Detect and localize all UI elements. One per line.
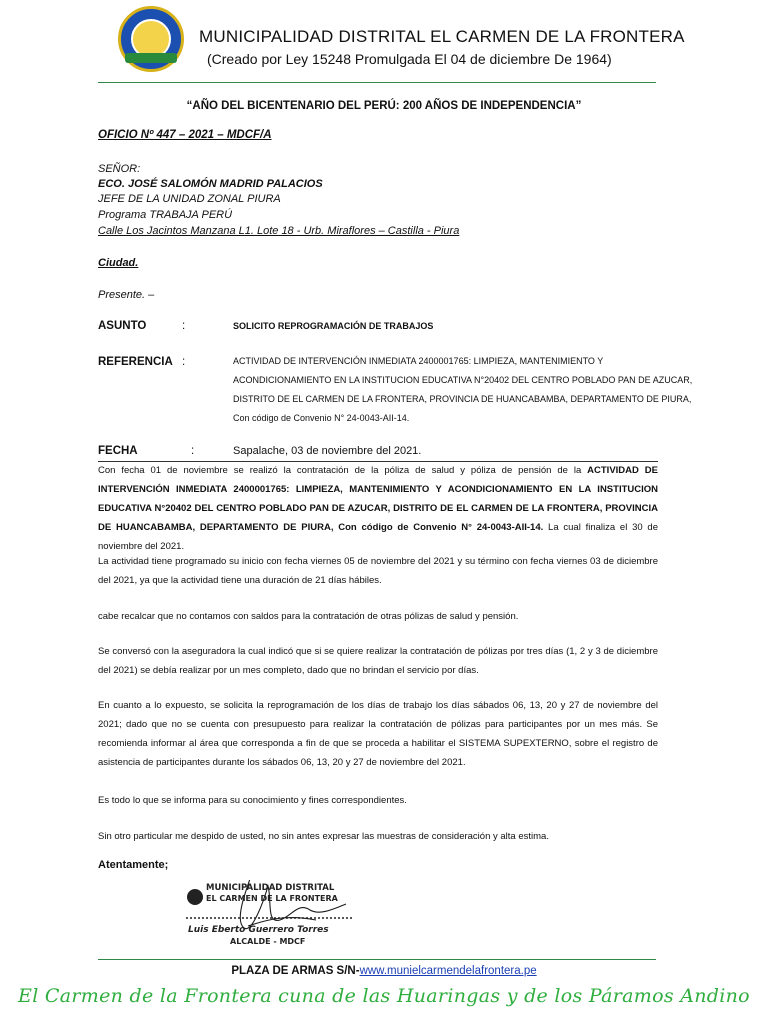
addressee-city: Ciudad. — [98, 257, 139, 269]
stamp-line-1: MUNICIPALIDAD DISTRITAL — [206, 883, 335, 893]
fecha-value: Sapalache, 03 de noviembre del 2021. — [233, 445, 422, 457]
addressee-position: JEFE DE LA UNIDAD ZONAL PIURA — [98, 193, 281, 205]
addressee-program: Programa TRABAJA PERÚ — [98, 209, 233, 221]
asunto-colon: : — [182, 320, 186, 332]
oficio-number: OFICIO Nº 447 – 2021 – MDCF/A — [98, 129, 272, 141]
footer-website-link[interactable]: www.munielcarmendelafrontera.pe — [359, 965, 537, 977]
header-title: MUNICIPALIDAD DISTRITAL EL CARMEN DE LA FRONTERA — [199, 27, 685, 46]
stamp-role: ALCALDE - MDCF — [230, 937, 306, 946]
closing: Atentamente; — [98, 859, 169, 871]
footer-address: PLAZA DE ARMAS S/N- — [231, 965, 360, 977]
signature-stamp — [186, 880, 354, 950]
referencia-colon: : — [182, 356, 186, 368]
p1-lead: Con fecha 01 de noviembre se realizó la contratación de la póliza de salud y póliza de pensión de la — [98, 465, 588, 476]
referencia-line: Con código de Convenio N° 24-0043-AII-14. — [233, 413, 410, 423]
body-paragraph-1 — [98, 461, 658, 556]
stamp-emblem-icon — [187, 889, 203, 905]
year-motto: “AÑO DEL BICENTENARIO DEL PERÚ: 200 AÑOS DE INDEPENDENCIA” — [186, 100, 582, 112]
body-paragraph-5: En cuanto a lo expuesto, se solicita la reprogramación de los días de trabajo los días sábados 06, 13, 20 y 27 de noviembre del 2021; dado que no se cuenta con presupuesto para realizar la contratación de pólizas para participantes por un mes más. Se recomienda informar al área que corresponda a fin de que se proceda a habilitar el SISTEMA SUPEXTERNO, sobre el registro de asistencia de participantes durante los sábados 06, 13, 20 y 27 de noviembre del 2021. — [98, 700, 658, 768]
fecha-label: FECHA — [98, 445, 138, 457]
p1-activity: ACTIVIDAD DE INTERVENCIÓN INMEDIATA 2400001765: LIMPIEZA, MANTENIMIENTO Y ACONDICIONAMIENTO EN LA INSTITUCION EDUCATIVA N°20402 DEL CENTRO POBLADO PAN DE AZUCAR, DISTRITO DE EL CARMEN DE LA FRONTERA, PROVINCIA DE HUANCABAMBA, DEPARTAMENTO DE PIURA, Con código de Convenio N° 24-0043-AII-14. — [98, 465, 658, 533]
addressee-name: ECO. JOSÉ SALOMÓN MADRID PALACIOS — [98, 178, 323, 190]
header-divider — [98, 82, 656, 83]
stamp-signer: Luis Eberto Guerrero Torres — [188, 925, 329, 935]
stamp-line-2: EL CARMEN DE LA FRONTERA — [206, 894, 338, 903]
p1-tail: La cual finaliza el 30 de noviembre del 2021. — [98, 522, 658, 552]
body-paragraph-3: cabe recalcar que no contamos con saldos para la contratación de otras pólizas de salud y pensión. — [98, 611, 519, 622]
body-paragraph-4: Se conversó con la aseguradora la cual indicó que si se quiere realizar la contratación de pólizas por tres días (1, 2 y 3 de diciembre del 2021) se debía realizar por un mes completo, dado que no brindan el servicio por días. — [98, 646, 658, 676]
fecha-colon: : — [191, 445, 195, 457]
footer-address-line — [0, 965, 768, 977]
referencia-line: DISTRITO DE EL CARMEN DE LA FRONTERA, PROVINCIA DE HUANCABAMBA, DEPARTAMENTO DE PIURA, — [233, 394, 692, 404]
municipal-seal-icon — [118, 6, 184, 72]
referencia-label: REFERENCIA — [98, 356, 173, 368]
body-paragraph-6: Es todo lo que se informa para su conocimiento y fines correspondientes. — [98, 795, 407, 806]
referencia-line: ACTIVIDAD DE INTERVENCIÓN INMEDIATA 2400001765: LIMPIEZA, MANTENIMIENTO Y — [233, 356, 604, 366]
referencia-line: ACONDICIONAMIENTO EN LA INSTITUCION EDUCATIVA N°20402 DEL CENTRO POBLADO PAN DE AZUCAR, — [233, 375, 693, 385]
footer-divider — [98, 959, 656, 960]
header-subtitle: (Creado por Ley 15248 Promulgada El 04 de diciembre De 1964) — [207, 51, 612, 67]
addressee-presente: Presente. – — [98, 289, 155, 301]
body-paragraph-7: Sin otro particular me despido de usted, no sin antes expresar las muestras de consideración y alta estima. — [98, 831, 549, 842]
asunto-label: ASUNTO — [98, 320, 147, 332]
asunto-value: SOLICITO REPROGRAMACIÓN DE TRABAJOS — [233, 321, 434, 331]
addressee-salutation: SEÑOR: — [98, 163, 141, 175]
referencia-text — [233, 352, 692, 428]
body-paragraph-2: La actividad tiene programado su inicio con fecha viernes 05 de noviembre del 2021 y su término con fecha viernes 03 de diciembre del 2021, ya que la actividad tiene una duración de 21 días hábiles. — [98, 556, 658, 586]
addressee-address: Calle Los Jacintos Manzana L1. Lote 18 - Urb. Miraflores – Castilla - Piura — [98, 225, 460, 237]
footer-motto: El Carmen de la Frontera cuna de las Huaringas y de los Páramos Andino — [18, 985, 750, 1007]
